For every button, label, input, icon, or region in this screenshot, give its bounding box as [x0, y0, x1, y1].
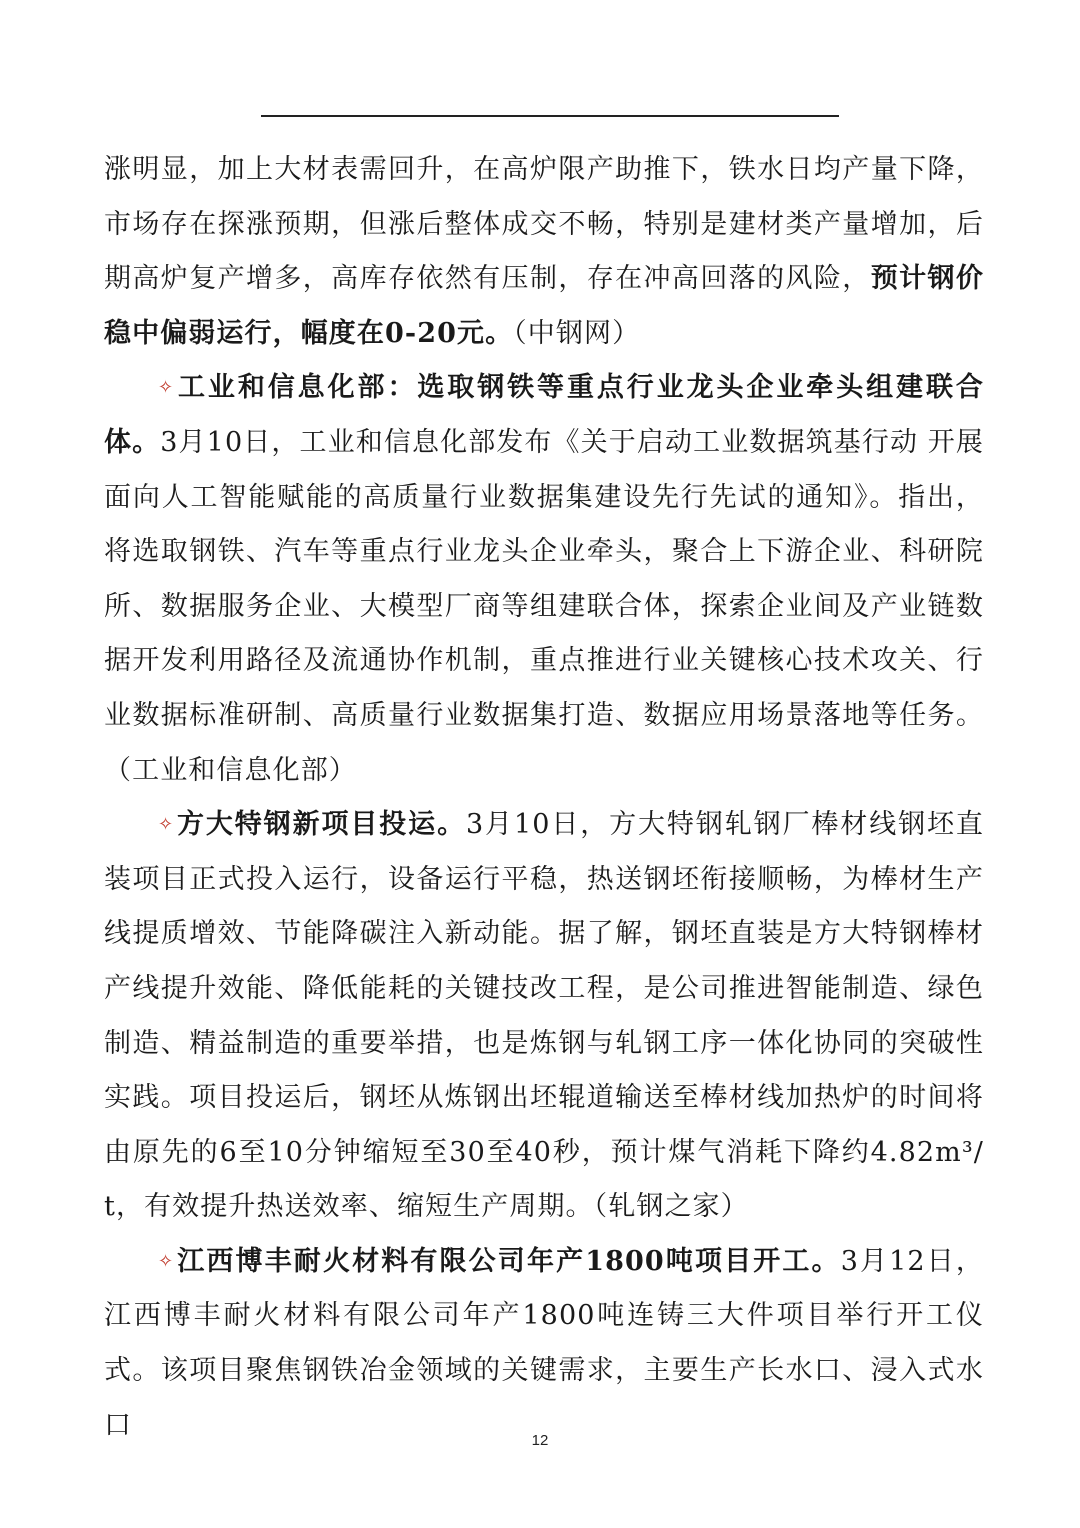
- paragraph-source: （轧钢之家）: [593, 1191, 749, 1223]
- paragraph-text: 3月12日，江西博丰耐火材料有限公司年产1800吨连铸三大件项目举行开工仪式。该项目聚焦钢铁冶金领域的关键需求，主要生产长水口、浸入式水口: [104, 1245, 984, 1441]
- paragraph-headline: 方大特钢新项目投运。: [176, 809, 466, 841]
- paragraph-fangda-project: [104, 798, 984, 1235]
- page-number: 12: [531, 1432, 549, 1449]
- paragraph-source: （工业和信息化部）: [104, 754, 357, 786]
- diamond-bullet-icon: ✧: [158, 377, 175, 399]
- paragraph-steel-price-outlook: [104, 143, 984, 361]
- paragraph-headline: 江西博丰耐火材料有限公司年产1800吨项目开工。: [176, 1245, 841, 1277]
- article-body: [104, 143, 984, 1453]
- paragraph-text: 3月10日，方大特钢轧钢厂棒材线钢坯直装项目正式投入运行，设备运行平稳，热送钢坯衔接顺畅，为棒材生产线提质增效、节能降碳注入新动能。据了解，钢坯直装是方大特钢棒材产线提升效能、降低能耗的关键技改工程，是公司推进智能制造、绿色制造、精益制造的重要举措，也是炼钢与轧钢工序一体化协同的突破性实践。项目投运后，钢坯从炼钢出坯辊道输送至棒材线加热炉的时间将由原先的6至10分钟缩短至30至40秒，预计煤气消耗下降约4.82m³/t，有效提升热送效率、缩短生产周期。: [104, 809, 985, 1223]
- diamond-bullet-icon: ✧: [158, 1250, 175, 1272]
- header-rule: [261, 115, 839, 117]
- paragraph-text: 涨明显，加上大材表需回升，在高炉限产助推下，铁水日均产量下降，市场存在探涨预期，但涨后整体成交不畅，特别是建材类产量增加，后期高炉复产增多，高库存依然有压制，存在冲高回落的风险，: [104, 154, 984, 295]
- paragraph-source: （中钢网）: [513, 317, 641, 349]
- paragraph-miit-consortium: [104, 361, 984, 798]
- paragraph-bold-conclusion: 预计钢价稳中偏弱运行，幅度在0-20元。: [104, 263, 984, 349]
- paragraph-text: 3月10日，工业和信息化部发布《关于启动工业数据筑基行动 开展面向人工智能赋能的高质量行业数据集建设先行先试的通知》。指出，将选取钢铁、汽车等重点行业龙头企业牵头，聚合上下游企业、科研院所、数据服务企业、大模型厂商等组建联合体，探索企业间及产业链数据开发利用路径及流通协作机制，重点推进行业关键核心技术攻关、行业数据标准研制、高质量行业数据集打造、数据应用场景落地等任务。: [104, 426, 985, 731]
- paragraph-jiangxi-bofeng-project: [104, 1235, 984, 1453]
- paragraph-headline: 工业和信息化部：选取钢铁等重点行业龙头企业牵头组建联合体。: [104, 372, 984, 458]
- diamond-bullet-icon: ✧: [158, 814, 175, 836]
